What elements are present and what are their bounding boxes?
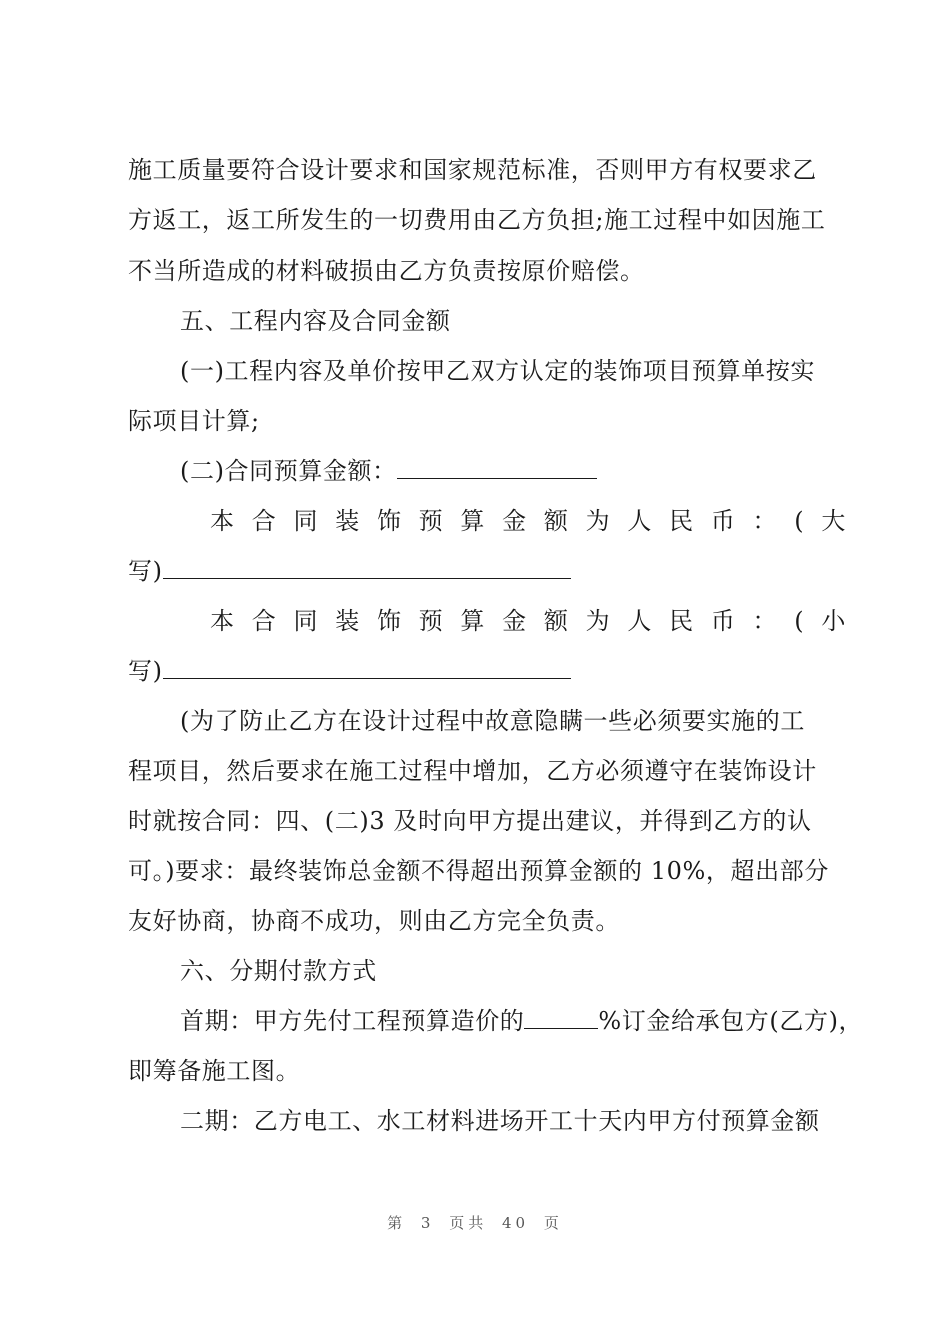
spread-char: 算 <box>460 507 486 535</box>
spread-char: ： <box>752 507 778 535</box>
paragraph-line: 不当所造成的材料破损由乙方负责按原价赔偿。 <box>128 257 645 285</box>
spread-char: 装 <box>335 607 360 635</box>
spread-char: 本 <box>210 507 235 535</box>
amount-lowercase-line <box>210 606 846 636</box>
budget-amount-blank[interactable] <box>397 456 597 479</box>
amount-uppercase-tail: 写) <box>128 557 163 585</box>
first-payment-percent-blank[interactable] <box>524 1006 598 1029</box>
amount-uppercase-line <box>210 506 846 536</box>
spread-char: 为 <box>585 607 611 635</box>
amount-lowercase-blank[interactable] <box>163 656 571 679</box>
spread-char: ( <box>794 607 805 635</box>
paragraph-line: 友好协商，协商不成功，则由乙方完全负责。 <box>128 907 620 935</box>
spread-char: 饰 <box>376 507 402 535</box>
paragraph-line: (为了防止乙方在设计过程中故意隐瞒一些必须要实施的工 <box>180 707 805 735</box>
spread-char: 币 <box>710 607 736 635</box>
spread-char: 民 <box>669 607 694 635</box>
paragraph-line: 时就按合同：四、(二)3 及时向甲方提出建议，并得到乙方的认 <box>128 807 812 835</box>
spread-char: ( <box>794 507 805 535</box>
spread-char: 饰 <box>376 607 402 635</box>
spread-char: 预 <box>418 507 444 535</box>
spread-char: ： <box>752 607 778 635</box>
paragraph-line: 程项目，然后要求在施工过程中增加，乙方必须遵守在装饰设计 <box>128 757 817 785</box>
spread-char: 额 <box>543 607 569 635</box>
spread-char: 算 <box>460 607 486 635</box>
spread-char: 预 <box>418 607 444 635</box>
spread-char: 小 <box>821 607 846 635</box>
amount-lowercase-fill-line <box>128 656 848 686</box>
budget-amount-line <box>180 456 848 486</box>
paragraph-line: 际项目计算; <box>128 407 260 435</box>
spread-char: 同 <box>293 607 319 635</box>
spread-char: 人 <box>627 607 652 635</box>
paragraph-line: 可。)要求：最终装饰总金额不得超出预算金额的 10%，超出部分 <box>128 857 829 885</box>
spread-char: 为 <box>585 507 611 535</box>
budget-amount-label: (二)合同预算金额： <box>180 457 397 485</box>
first-payment-label: 首期：甲方先付工程预算造价的 <box>180 1007 525 1035</box>
amount-uppercase-blank[interactable] <box>163 556 571 579</box>
amount-uppercase-fill-line <box>128 556 848 586</box>
spread-char: 人 <box>627 507 652 535</box>
spread-char: 本 <box>210 607 235 635</box>
paragraph-line: 施工质量要符合设计要求和国家规范标准，否则甲方有权要求乙 <box>128 156 817 184</box>
paragraph-line: (一)工程内容及单价按甲乙双方认定的装饰项目预算单按实 <box>180 357 815 385</box>
amount-lowercase-tail: 写) <box>128 657 163 685</box>
spread-char: 装 <box>335 507 360 535</box>
paragraph-line: 即筹备施工图。 <box>128 1057 301 1085</box>
spread-char: 金 <box>502 507 527 535</box>
spread-char: 民 <box>669 507 694 535</box>
paragraph-line: 方返工，返工所发生的一切费用由乙方负担;施工过程中如因施工 <box>128 206 826 234</box>
spread-char: 大 <box>821 507 846 535</box>
spread-char: 同 <box>293 507 319 535</box>
spread-char: 合 <box>251 607 277 635</box>
first-payment-tail: %订金给承包方(乙方)， <box>598 1007 864 1035</box>
spread-char: 币 <box>710 507 736 535</box>
page-footer: 第 3 页共 40 页 <box>387 1214 563 1232</box>
paragraph-line: 二期：乙方电工、水工材料进场开工十天内甲方付预算金额 <box>180 1107 820 1135</box>
spread-char: 额 <box>543 507 569 535</box>
spread-char: 合 <box>251 507 277 535</box>
first-payment-line <box>180 1006 864 1036</box>
section-heading: 五、工程内容及合同金额 <box>180 307 451 335</box>
section-heading: 六、分期付款方式 <box>180 957 377 985</box>
spread-char: 金 <box>502 607 527 635</box>
